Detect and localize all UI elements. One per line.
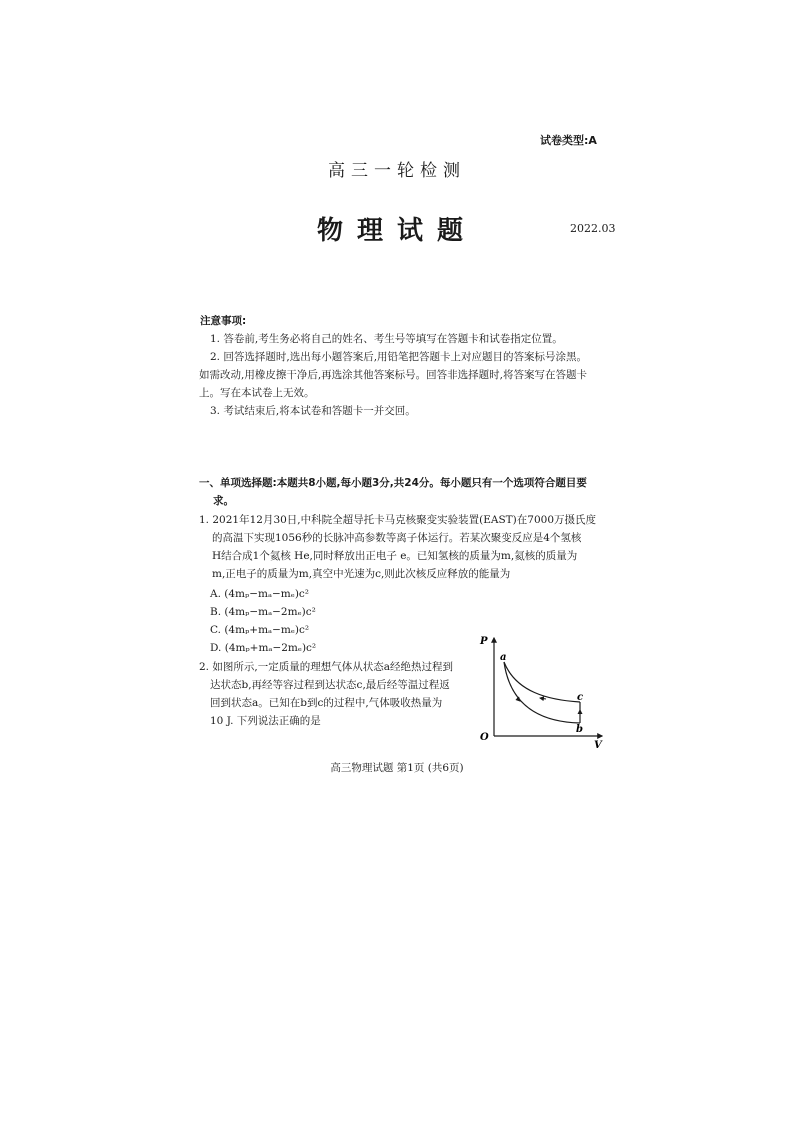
section-heading-line-2: 求。 xyxy=(213,495,234,507)
q2-line-1: 2. 如图所示,一定质量的理想气体从状态a经绝热过程到 xyxy=(199,661,453,673)
q1-line-4: m,正电子的质量为m,真空中光速为c,则此次核反应释放的能量为 xyxy=(212,568,511,580)
q1-option-a: A. (4mₚ−mₐ−mₑ)c² xyxy=(210,588,310,600)
notice-line-2b: 如需改动,用橡皮擦干净后,再选涂其他答案标号。回答非选择题时,将答案写在答题卡 xyxy=(199,369,588,381)
exam-date: 2022.03 xyxy=(570,222,616,235)
notice-line-1: 1. 答卷前,考生务必将自己的姓名、考生号等填写在答题卡和试卷指定位置。 xyxy=(210,333,563,345)
q2-line-2: 达状态b,再经等容过程到达状态c,最后经等温过程返 xyxy=(210,679,450,691)
curve-a-to-b xyxy=(504,662,580,723)
q1-option-c: C. (4mₚ+mₐ−mₑ)c² xyxy=(210,624,310,636)
curve-c-to-a xyxy=(504,662,580,702)
q2-line-4: 10 J. 下列说法正确的是 xyxy=(210,715,321,727)
q1-option-d: D. (4mₚ+mₐ−2mₑ)c² xyxy=(210,642,317,654)
axis-label-p: P xyxy=(480,636,488,647)
q1-line-1: 1. 2021年12月30日,中科院全超导托卡马克核聚变实验装置(EAST)在7000万摄氏度 xyxy=(199,514,596,526)
arrow-c-to-a xyxy=(540,698,546,699)
notice-heading: 注意事项: xyxy=(200,315,247,327)
notice-line-3: 3. 考试结束后,将本试卷和答题卡一并交回。 xyxy=(210,405,416,417)
q1-option-b: B. (4mₚ−mₐ−2mₑ)c² xyxy=(210,606,316,618)
point-label-c: c xyxy=(577,692,584,703)
notice-line-2a: 2. 回答选择题时,选出每小题答案后,用铅笔把答题卡上对应题目的答案标号涂黑。 xyxy=(210,351,588,363)
origin-label: O xyxy=(480,732,489,743)
notice-line-2c: 上。写在本试卷上无效。 xyxy=(199,387,315,399)
q1-line-2: 的高温下实现1056秒的长脉冲高参数等离子体运行。若某次聚变反应是4个氢核 xyxy=(212,532,582,544)
q1-line-3: H结合成1个氦核 He,同时释放出正电子 e。已知氢核的质量为m,氦核的质量为 xyxy=(212,550,578,562)
section-heading-line-1: 一、单项选择题:本题共8小题,每小题3分,共24分。每小题只有一个选项符合题目要 xyxy=(199,477,587,489)
page-footer: 高三物理试题 第1页 (共6页) xyxy=(330,762,464,774)
pv-diagram xyxy=(476,632,612,750)
subject-title: 物理试题 xyxy=(316,216,477,246)
point-label-b: b xyxy=(576,724,583,735)
point-label-a: a xyxy=(500,652,507,663)
axis-label-v: V xyxy=(594,740,602,750)
paper-type-label: 试卷类型:A xyxy=(540,134,597,147)
q2-line-3: 回到状态a。已知在b到c的过程中,气体吸收热量为 xyxy=(210,697,443,709)
exam-title: 高三一轮检测 xyxy=(328,161,466,181)
